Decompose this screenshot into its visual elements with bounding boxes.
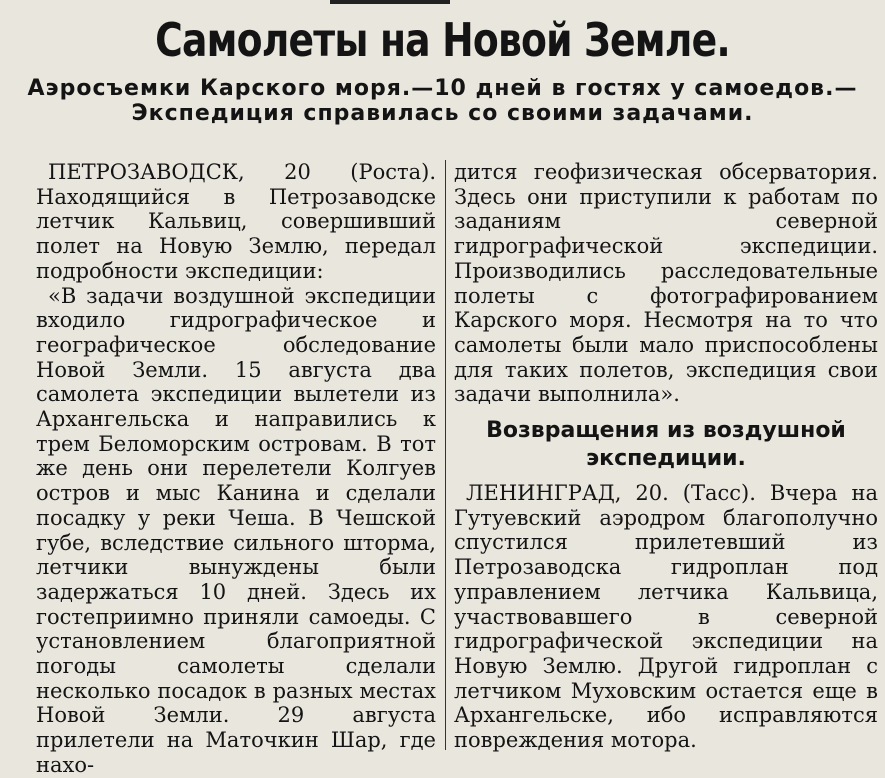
second-story-paragraph: ЛЕНИНГРАД, 20. (Тасс). Вчера на Гутуевский аэродром благополучно спустился прилетевший из Петрозаводска гидроплан под управлением летчика Кальвица, участвовавшего в северной гидрографической экспедиции на Новую Землю. Другой гидроплан с летчиком Муховским остается еще в Архангельске, ибо исправляются повреждения мотора. xyxy=(454,481,878,753)
quote-paragraph: «В задачи воздушной экспедиции входило гидрографическое и географическое обследование Новой Земли. 15 августа два самолета экспедиции вылетели из Архангельска и направились к трем Беломорским островам. В тот же день они перелетели Колгуев остров и мыс Канина и сделали посадку у реки Чеша. В Чешской губе, вследствие сильного шторма, летчики вынуждены были задержаться 10 дней. Здесь их гостеприимно приняли самоеды. С установлением благоприятной погоды самолеты сделали несколько посадок в разных местах Новой Земли. 29 августа прилетели на Маточкин Шар, где нахо- xyxy=(36,283,436,777)
subheadline: Аэросъемки Карского моря.—10 дней в гостях у самоедов.—Экспедиция справилась со своими задачами. xyxy=(27,76,858,126)
intro-paragraph: ПЕТРОЗАВОДСК, 20 (Роста). Находящийся в Петрозаводске летчик Кальвиц, совершивший полет на Новую Землю, передал подробности экспедиции: xyxy=(36,160,436,283)
right-column xyxy=(454,160,878,753)
column-divider xyxy=(445,160,446,750)
left-column xyxy=(36,160,436,778)
top-rule xyxy=(330,0,450,4)
continuation-paragraph: дится геофизическая обсерватория. Здесь они приступили к работам по заданиям северной гидрографической экспедиции. Производились расследовательные полеты с фотографированием Карского моря. Несмотря на то что самолеты были мало приспособлены для таких полетов, экспедиция свои задачи выполнила». xyxy=(454,160,878,407)
headline: Самолеты на Новой Земле. xyxy=(155,13,730,67)
section-subtitle: Возвращения из воздушной экспедиции. xyxy=(486,418,846,472)
